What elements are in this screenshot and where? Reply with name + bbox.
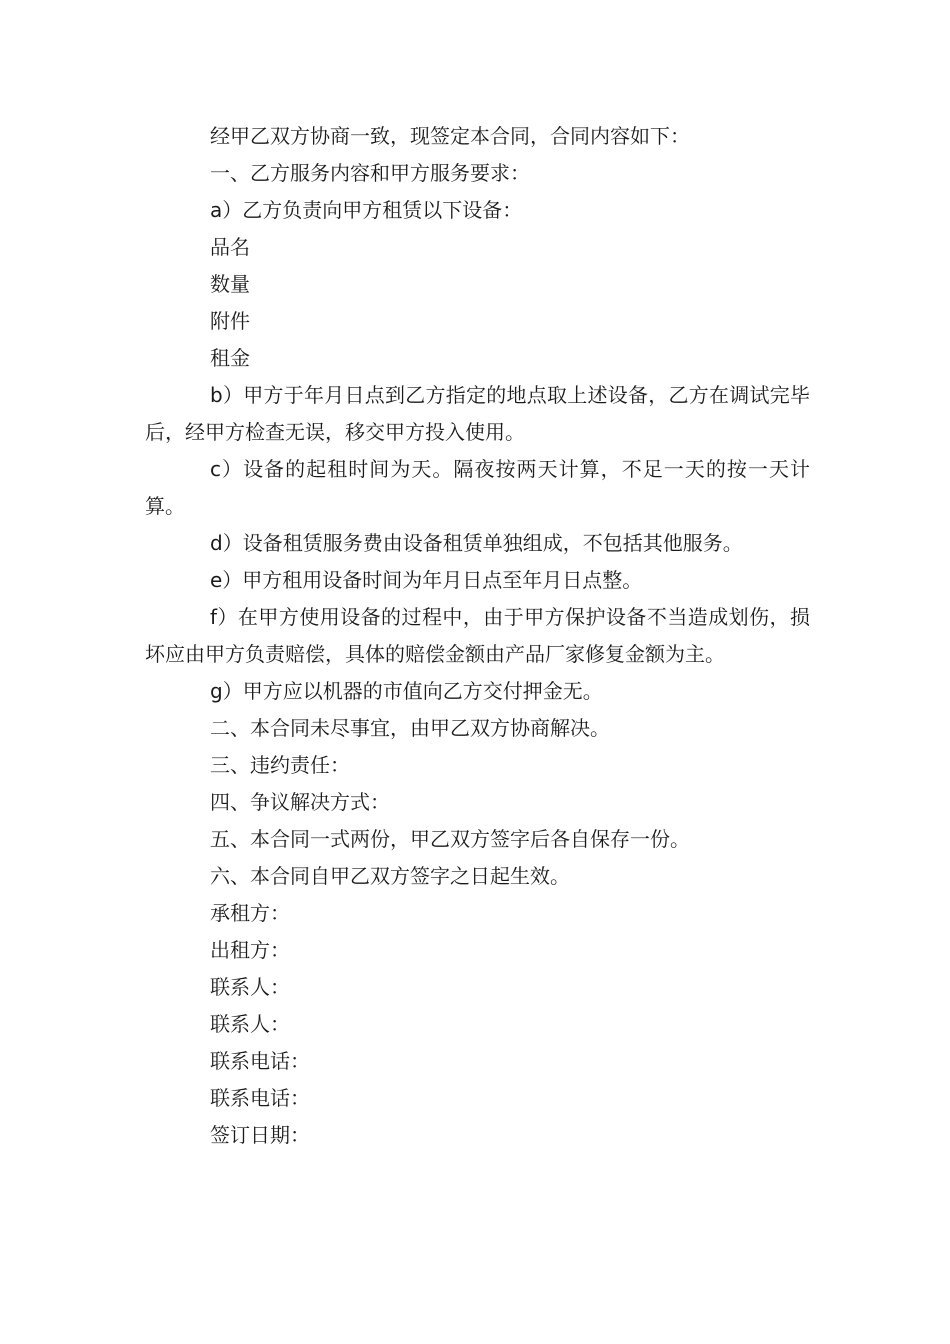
item-quantity: 数量 [210,272,250,296]
contact-person-lessor: 联系人： [210,1012,290,1036]
document-body [145,118,810,1154]
contact-phone-lessee: 联系电话： [210,1049,310,1073]
signature-lessee: 承租方： [210,901,290,925]
section-heading-3: 三、违约责任： [210,753,350,777]
item-product-name: 品名 [210,235,250,259]
clause-e: e）甲方租用设备时间为年月日点至年月日点整。 [210,568,643,592]
contact-person-lessee: 联系人： [210,975,290,999]
clause-d: d）设备租赁服务费由设备租赁单独组成，不包括其他服务。 [210,531,743,555]
section-heading-6: 六、本合同自甲乙双方签字之日起生效。 [210,864,570,888]
section-heading-1: 一、乙方服务内容和甲方服务要求： [210,161,530,185]
contact-phone-lessor: 联系电话： [210,1086,310,1110]
item-accessories: 附件 [210,309,250,333]
section-heading-4: 四、争议解决方式： [210,790,390,814]
paragraph-intro: 经甲乙双方协商一致，现签定本合同，合同内容如下： [210,124,690,148]
clause-c: c）设备的起租时间为天。隔夜按两天计算，不足一天的按一天计算。 [145,457,810,518]
clause-g: g）甲方应以机器的市值向乙方交付押金无。 [210,679,603,703]
signing-date: 签订日期： [210,1123,310,1147]
clause-f: f）在甲方使用设备的过程中，由于甲方保护设备不当造成划伤，损坏应由甲方负责赔偿，具体的赔偿金额由产品厂家修复金额为主。 [145,605,810,666]
signature-lessor: 出租方： [210,938,290,962]
clause-a: a）乙方负责向甲方租赁以下设备： [210,198,523,222]
section-heading-5: 五、本合同一式两份，甲乙双方签字后各自保存一份。 [210,827,690,851]
item-rent: 租金 [210,346,250,370]
section-heading-2: 二、本合同未尽事宜，由甲乙双方协商解决。 [210,716,610,740]
clause-b: b）甲方于年月日点到乙方指定的地点取上述设备，乙方在调试完毕后，经甲方检查无误，移交甲方投入使用。 [145,383,810,444]
